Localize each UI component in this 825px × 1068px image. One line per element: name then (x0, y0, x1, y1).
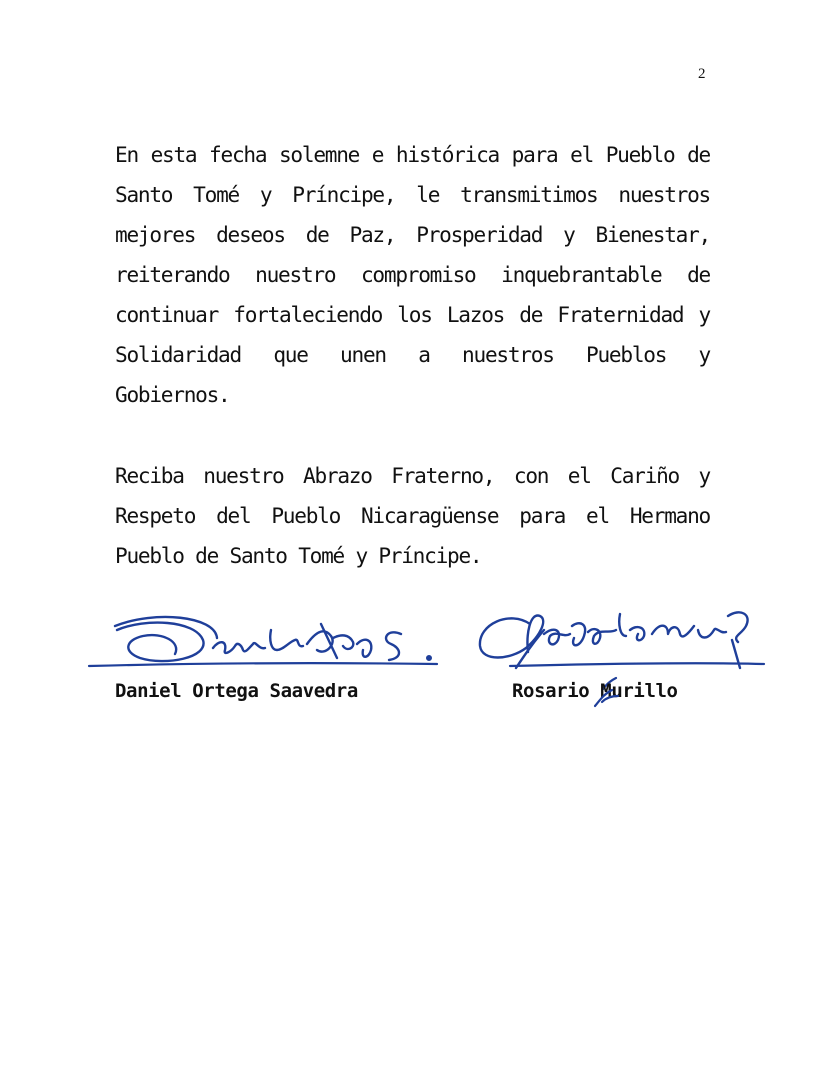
page-number: 2 (698, 66, 706, 82)
signature-right-image (470, 590, 770, 690)
body-paragraph-2: Reciba nuestro Abrazo Fraterno, con el Cariño y Respeto del Pueblo Nicaragüense para el Hermano Pueblo de Santo Tomé y Príncipe. (115, 463, 710, 568)
body-paragraph-1: En esta fecha solemne e histórica para el Pueblo de Santo Tomé y Príncipe, le transmitimos nuestros mejores deseos de Paz, Prosperidad y Bienestar, reiterando nuestro compromiso inquebrantable de continuar fortaleciendo los Lazos de Fraternidad y Solidaridad que unen a nuestros Pueblos y Gobiernos. (115, 142, 710, 407)
signer-name-right: Rosario Murillo (512, 680, 678, 702)
signature-left-image (85, 600, 445, 680)
signer-name-left: Daniel Ortega Saavedra (115, 680, 358, 702)
signature-right-flourish (592, 684, 622, 710)
